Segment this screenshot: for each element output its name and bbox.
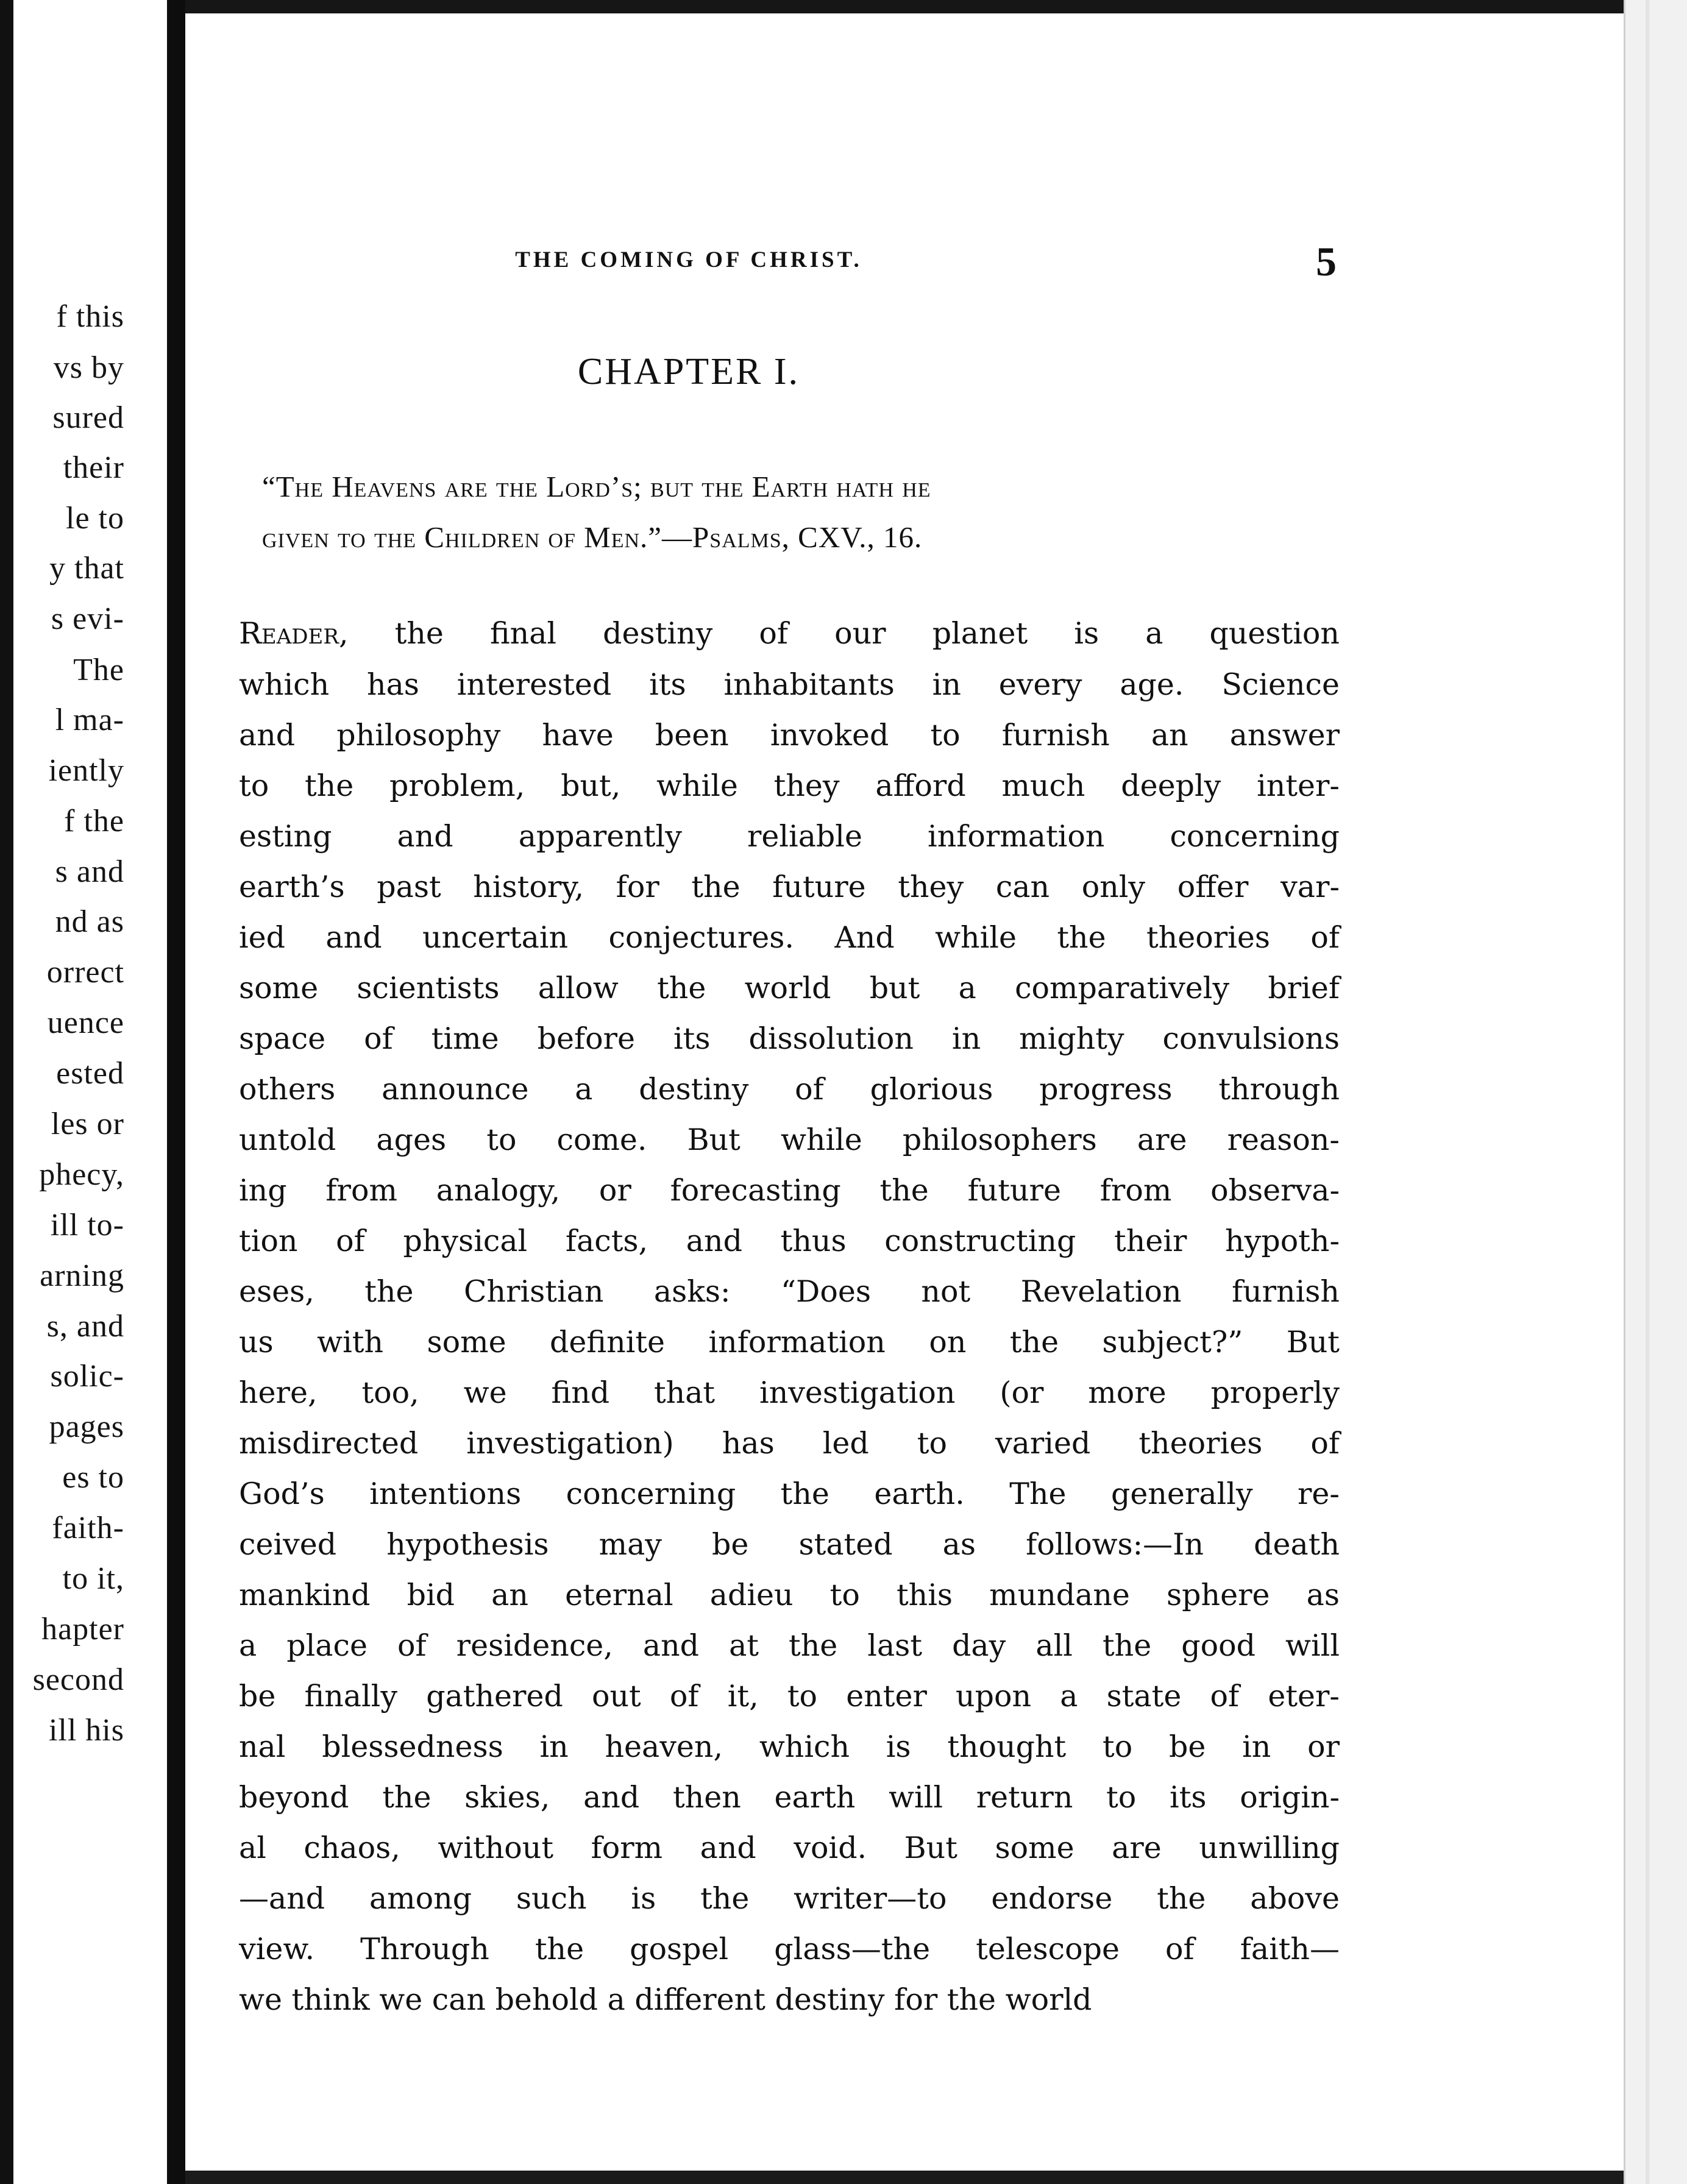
- body-line: we think we can behold a different destiny for the world: [239, 1982, 1092, 2017]
- body-line: others announce a destiny of glorious progress through: [239, 1072, 1340, 1107]
- prev-line: iently: [48, 753, 124, 788]
- page-stack-edge: [1624, 0, 1687, 2184]
- prev-line: sured: [52, 400, 124, 435]
- prev-line: phecy,: [39, 1157, 124, 1192]
- page-stack-line: [1646, 0, 1649, 2184]
- prev-line: l ma-: [55, 703, 124, 737]
- body-line: misdirected investigation) has led to varied theories of: [239, 1426, 1340, 1461]
- body-line: view. Through the gospel glass—the telescope of faith—: [239, 1932, 1340, 1966]
- scanner-edge-bottom: [185, 2171, 1624, 2184]
- body-line: mankind bid an eternal adieu to this mundane sphere as: [239, 1578, 1340, 1612]
- running-head: THE COMING OF CHRIST.: [515, 247, 862, 272]
- prev-line: second: [32, 1662, 124, 1697]
- body-line: tion of physical facts, and thus constructing their hypoth-: [239, 1224, 1340, 1258]
- body-line: —and among such is the writer—to endorse the above: [239, 1881, 1340, 1916]
- prev-line: orrect: [46, 955, 124, 990]
- epigraph-line: [262, 520, 1335, 555]
- prev-line: s evi-: [51, 601, 124, 636]
- prev-line: to it,: [62, 1561, 124, 1596]
- body-line: earth’s past history, for the future they can only offer var-: [239, 870, 1340, 904]
- prev-line: ill his: [48, 1713, 124, 1748]
- previous-page-fragment: [13, 0, 167, 2184]
- prev-line: solic-: [50, 1359, 124, 1394]
- prev-line: vs by: [53, 350, 124, 385]
- prev-line: f the: [64, 804, 124, 838]
- reader-word: Reader: [239, 616, 339, 651]
- body-line: here, too, we find that investigation (or more properly: [239, 1375, 1340, 1410]
- body-line: esting and apparently reliable information concerning: [239, 819, 1340, 854]
- body-line: ceived hypothesis may be stated as follows:—In death: [239, 1527, 1340, 1562]
- body-line: ing from analogy, or forecasting the future from observa-: [239, 1173, 1340, 1208]
- body-line: [239, 617, 1340, 651]
- prev-line: pages: [49, 1409, 124, 1444]
- prev-line: ill to-: [50, 1208, 124, 1243]
- body-line: untold ages to come. But while philosophers are reason-: [239, 1122, 1340, 1157]
- body-line: nal blessedness in heaven, which is thought to be in or: [239, 1729, 1340, 1764]
- body-line: a place of residence, and at the last day all the good will: [239, 1628, 1340, 1663]
- body-line-text: , the final destiny of our planet is a question: [338, 616, 1340, 651]
- body-line: be finally gathered out of it, to enter upon a state of eter-: [239, 1679, 1340, 1714]
- body-line: us with some definite information on the subject?” But: [239, 1325, 1340, 1360]
- prev-line: their: [63, 450, 124, 485]
- prev-line: nd as: [55, 904, 124, 939]
- body-line: eses, the Christian asks: “Does not Revelation furnish: [239, 1274, 1340, 1309]
- prev-line: hapter: [41, 1612, 124, 1647]
- scanner-edge-left: [0, 0, 13, 2184]
- body-line: ied and uncertain conjectures. And while the theories of: [239, 920, 1340, 955]
- prev-line: le to: [66, 501, 124, 536]
- body-line: to the problem, but, while they afford much deeply inter-: [239, 768, 1340, 803]
- body-line: and philosophy have been invoked to furnish an answer: [239, 718, 1340, 753]
- chapter-title: CHAPTER I.: [577, 351, 800, 392]
- prev-line: arning: [40, 1258, 124, 1293]
- prev-line: The: [73, 653, 124, 687]
- prev-line: uence: [47, 1005, 124, 1040]
- body-line: God’s intentions concerning the earth. The generally re-: [239, 1477, 1340, 1511]
- prev-line: s and: [55, 854, 124, 889]
- page-number: 5: [1316, 238, 1337, 285]
- body-line: which has interested its inhabitants in every age. Science: [239, 667, 1340, 702]
- prev-line: es to: [62, 1460, 124, 1495]
- scanner-edge-top: [185, 0, 1624, 13]
- prev-line: f this: [56, 299, 124, 334]
- body-line: beyond the skies, and then earth will return to its origin-: [239, 1780, 1340, 1815]
- epigraph-text: given to the Children of Men.”—Psalms, CXV., 16.: [262, 520, 923, 554]
- prev-line: y that: [49, 551, 124, 586]
- body-line: some scientists allow the world but a comparatively brief: [239, 971, 1340, 1005]
- book-gutter: [167, 0, 185, 2184]
- body-line: al chaos, without form and void. But some are unwilling: [239, 1831, 1340, 1865]
- prev-line: ested: [56, 1056, 124, 1091]
- prev-line: les or: [51, 1107, 124, 1141]
- prev-line: faith-: [52, 1511, 124, 1545]
- prev-line: s, and: [46, 1309, 124, 1344]
- epigraph-line: “The Heavens are the Lord’s; but the Earth hath he: [262, 470, 931, 503]
- body-line: space of time before its dissolution in mighty convulsions: [239, 1021, 1340, 1056]
